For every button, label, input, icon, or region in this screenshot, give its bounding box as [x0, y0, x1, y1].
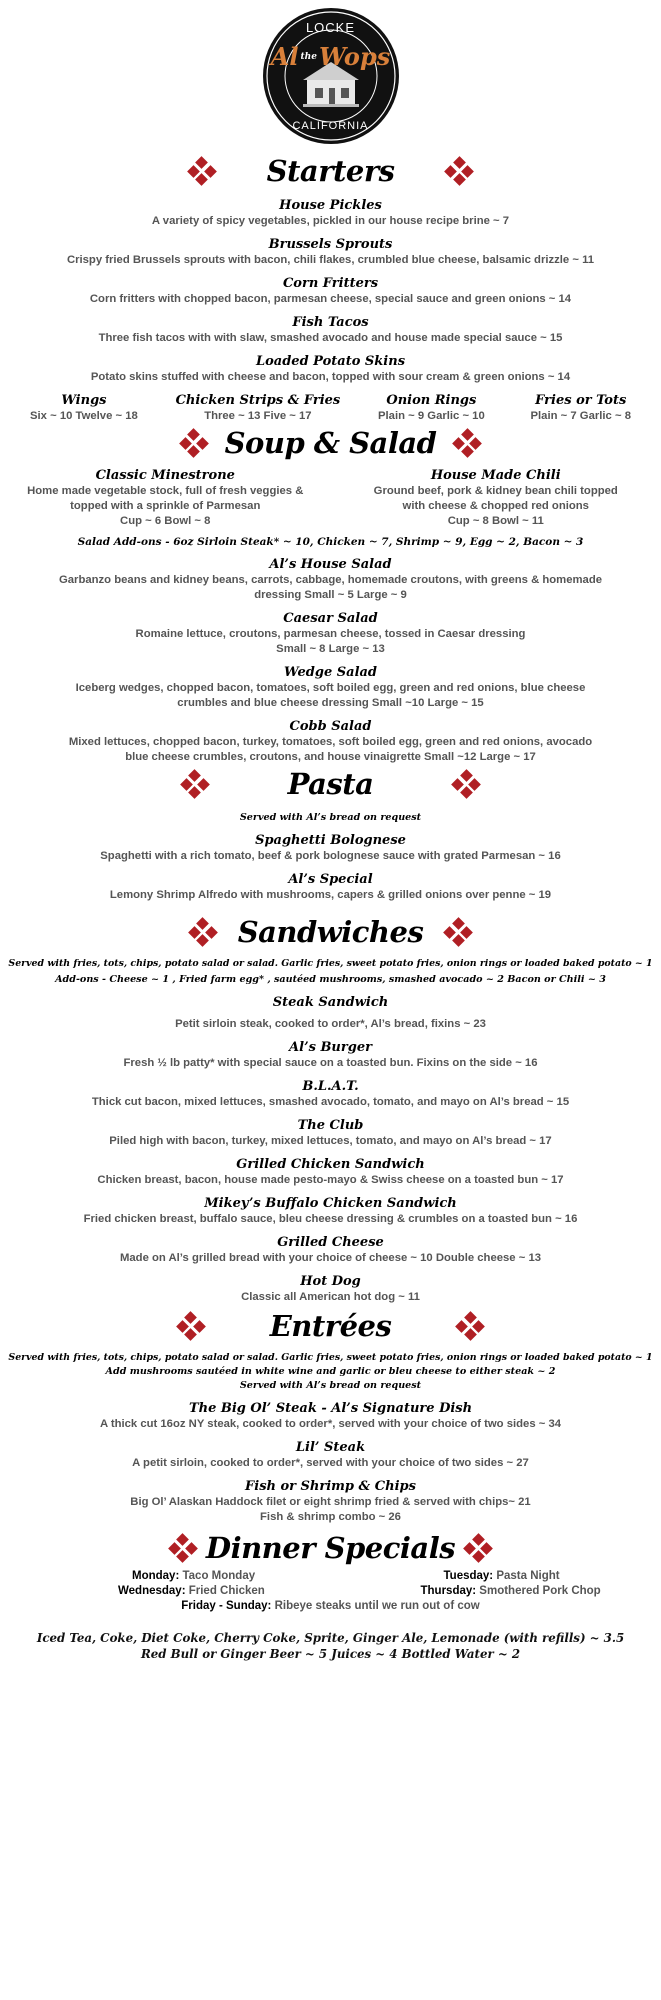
item-name: Brussels Sprouts — [268, 237, 393, 252]
item-desc: Potato skins stuffed with cheese and bacon, topped with sour cream & green onions ~ 14 — [90, 371, 571, 383]
item-desc: Romaine lettuce, croutons, parmesan cheese, tossed in Caesar dressing — [135, 628, 526, 640]
menu-item — [0, 1274, 661, 1305]
item-name: Al’s House Salad — [269, 557, 392, 572]
special-day: Friday - Sunday: — [181, 1600, 272, 1612]
item-desc: Home made vegetable stock, full of fresh veggies & — [27, 485, 304, 497]
item-desc: Plain ~ 7 Garlic ~ 8 — [530, 410, 631, 422]
entrees-list — [0, 1401, 661, 1525]
logo-brand-right: Wops — [318, 42, 391, 71]
item-name: Al’s Special — [288, 872, 373, 887]
item-name: House Pickles — [279, 198, 382, 213]
entrees-sides-note: Served with fries, tots, chips, potato salad or salad. Garlic fries, sweet potato fries, onion rings or loaded baked potato ~ 1 — [8, 1352, 653, 1363]
menu-item — [0, 557, 661, 603]
special-day: Thursday: — [420, 1585, 477, 1597]
item-name: Classic Minestrone — [95, 468, 235, 483]
diamond-ornament-icon — [170, 1535, 196, 1561]
menu-item — [22, 393, 146, 424]
menu-item — [0, 719, 661, 765]
drinks-line: Iced Tea, Coke, Diet Coke, Cherry Coke, Sprite, Ginger Ale, Lemonade (with refills) ~ 3.5 — [36, 1631, 625, 1645]
menu-item — [0, 1118, 661, 1149]
item-name: Steak Sandwich — [272, 995, 389, 1010]
item-name: Spaghetti Bolognese — [255, 833, 406, 848]
special-wednesday — [0, 1584, 359, 1599]
diamond-ornament-icon — [181, 430, 207, 456]
item-name: Grilled Cheese — [277, 1235, 384, 1250]
item-desc: Big Ol’ Alaskan Haddock filet or eight shrimp fried & served with chips~ 21 — [130, 1496, 531, 1508]
menu-item — [0, 1196, 661, 1227]
item-desc: Fresh ½ lb patty* with special sauce on a toasted bun. Fixins on the side ~ 16 — [123, 1057, 538, 1069]
menu-item — [0, 1040, 661, 1071]
pasta-note: Served with Al’s bread on request — [239, 812, 422, 823]
logo-top-text: LOCKE — [305, 20, 356, 35]
special-thursday — [359, 1584, 661, 1599]
item-desc: with cheese & chopped red onions — [402, 500, 589, 512]
item-desc: A thick cut 16oz NY steak, cooked to order*, served with your choice of two sides ~ 34 — [99, 1418, 562, 1430]
special-day: Tuesday: — [443, 1570, 494, 1582]
salad-addons-note: Salad Add-ons - 6oz Sirloin Steak* ~ 10, Chicken ~ 7, Shrimp ~ 9, Egg ~ 2, Bacon ~ 3 — [77, 536, 584, 548]
pasta-heading — [0, 767, 661, 801]
special-value: Taco Monday — [182, 1570, 256, 1582]
item-desc: Made on Al’s grilled bread with your choice of cheese ~ 10 Double cheese ~ 13 — [119, 1252, 542, 1264]
drinks-line: Red Bull or Ginger Beer ~ 5 Juices ~ 4 Bottled Water ~ 2 — [140, 1647, 521, 1661]
item-name: Al’s Burger — [289, 1040, 372, 1055]
item-desc: Ground beef, pork & kidney bean chili topped — [373, 485, 618, 497]
menu-item — [0, 276, 661, 307]
special-weekend — [0, 1599, 661, 1614]
menu-item — [370, 393, 493, 424]
item-price: Cup ~ 6 Bowl ~ 8 — [120, 515, 211, 527]
item-desc: Crispy fried Brussels sprouts with bacon, chili flakes, crumbled blue cheese, balsamic drizzle ~ 11 — [66, 254, 595, 266]
logo-bottom-text: CALIFORNIA — [292, 120, 369, 132]
menu-item — [0, 354, 661, 385]
entrees-mushroom-note: Add mushrooms sautéed in white wine and garlic or bleu cheese to either steak ~ 2 — [105, 1366, 556, 1377]
salads-list — [0, 557, 661, 765]
diamond-ornament-icon — [454, 430, 480, 456]
item-name: Fries or Tots — [535, 393, 627, 408]
item-name: Mikey’s Buffalo Chicken Sandwich — [204, 1196, 457, 1211]
sandwiches-list — [0, 995, 661, 1305]
item-desc: Three ~ 13 Five ~ 17 — [204, 410, 312, 422]
item-desc: Petit sirloin steak, cooked to order*, Al’s bread, fixins ~ 23 — [175, 1018, 486, 1030]
menu-item — [0, 1401, 661, 1432]
sandwiches-title: Sandwiches — [237, 915, 424, 949]
sandwiches-sides-note: Served with fries, tots, chips, potato salad or salad. Garlic fries, sweet potato fries, onion rings or loaded baked potato ~ 1 — [8, 958, 653, 969]
special-value: Ribeye steaks until we run out of cow — [274, 1600, 480, 1612]
menu-item — [0, 1235, 661, 1266]
special-value: Fried Chicken — [188, 1585, 265, 1597]
entrees-bread-note: Served with Al’s bread on request — [239, 1380, 422, 1391]
menu-item — [0, 1079, 661, 1110]
item-desc: A variety of spicy vegetables, pickled in our house recipe brine ~ 7 — [151, 215, 510, 227]
entrees-heading — [0, 1309, 661, 1343]
special-day: Wednesday: — [118, 1585, 186, 1597]
menu-item — [0, 315, 661, 346]
diamond-ornament-icon — [189, 158, 215, 184]
item-name: Chicken Strips & Fries — [175, 393, 341, 408]
item-name: Loaded Potato Skins — [255, 354, 406, 369]
menu-item — [0, 611, 661, 657]
menu-item — [0, 237, 661, 268]
dinner-specials-heading — [0, 1531, 661, 1565]
sandwiches-addons-note: Add-ons - Cheese ~ 1 , Fried farm egg* , sautéed mushrooms, smashed avocado ~ 2 Bacon or Chili ~ 3 — [55, 974, 606, 985]
pasta-list — [0, 833, 661, 903]
pasta-title: Pasta — [287, 767, 374, 801]
restaurant-logo — [263, 8, 399, 144]
special-monday — [0, 1569, 350, 1584]
starters-list — [0, 198, 661, 385]
item-desc: Fried chicken breast, buffalo sauce, bleu cheese dressing & crumbles on a toasted bun ~ 16 — [83, 1213, 578, 1225]
item-name: Corn Fritters — [282, 276, 379, 291]
item-name: Wings — [61, 393, 107, 408]
special-value: Smothered Pork Chop — [479, 1585, 601, 1597]
item-desc: Three fish tacos with with slaw, smashed avocado and house made special sauce ~ 15 — [98, 332, 563, 344]
item-price: Cup ~ 8 Bowl ~ 11 — [447, 515, 544, 527]
item-name: House Made Chili — [430, 468, 561, 483]
soup-salad-heading — [0, 426, 661, 460]
item-desc: Garbanzo beans and kidney beans, carrots, cabbage, homemade croutons, with greens & homemade — [58, 574, 603, 586]
item-desc: Piled high with bacon, turkey, mixed lettuces, tomato, and mayo on Al’s bread ~ 17 — [109, 1135, 552, 1147]
item-desc: Fish & shrimp combo ~ 26 — [260, 1511, 401, 1523]
item-desc: Small ~ 8 Large ~ 13 — [276, 643, 385, 655]
item-name: Hot Dog — [300, 1274, 361, 1289]
dinner-specials-title: Dinner Specials — [205, 1531, 456, 1565]
item-desc: Classic all American hot dog ~ 11 — [241, 1291, 420, 1303]
item-desc: Iceberg wedges, chopped bacon, tomatoes, soft boiled egg, green and red onions, blue cheese — [75, 682, 586, 694]
menu-item — [0, 872, 661, 903]
menu-item — [176, 393, 341, 424]
item-name: Fish Tacos — [292, 315, 369, 330]
logo-brand-left: Al — [270, 42, 299, 71]
specials-row — [0, 1584, 661, 1599]
logo-brand — [263, 44, 399, 70]
diamond-ornament-icon — [446, 158, 472, 184]
dinner-specials-grid — [0, 1569, 661, 1614]
diamond-ornament-icon — [457, 1313, 483, 1339]
item-name: Grilled Chicken Sandwich — [236, 1157, 425, 1172]
item-desc: Lemony Shrimp Alfredo with mushrooms, capers & grilled onions over penne ~ 19 — [109, 889, 552, 901]
logo-brand-the: the — [300, 52, 317, 62]
menu-item — [0, 1440, 661, 1471]
item-name: Caesar Salad — [283, 611, 378, 626]
item-desc: Thick cut bacon, mixed lettuces, smashed avocado, tomato, and mayo on Al’s bread ~ 15 — [91, 1096, 570, 1108]
logo-area — [0, 0, 661, 144]
item-name: Lil’ Steak — [295, 1440, 366, 1455]
diamond-ornament-icon — [190, 919, 216, 945]
item-name: Fish or Shrimp & Chips — [245, 1479, 416, 1494]
specials-row — [0, 1569, 661, 1584]
menu-item — [0, 460, 331, 529]
item-name: B.L.A.T. — [302, 1079, 359, 1094]
menu-item — [0, 833, 661, 864]
starters-title: Starters — [266, 154, 395, 188]
item-name: Wedge Salad — [283, 665, 378, 680]
item-name: The Big Ol’ Steak - Al’s Signature Dish — [188, 1401, 473, 1416]
special-value: Pasta Night — [496, 1570, 560, 1582]
item-desc: dressing Small ~ 5 Large ~ 9 — [254, 589, 407, 601]
menu-item — [0, 1479, 661, 1525]
diamond-ornament-icon — [453, 771, 479, 797]
item-name: The Club — [297, 1118, 364, 1133]
item-desc: blue cheese crumbles, croutons, and house vinaigrette Small ~12 Large ~ 17 — [125, 751, 536, 763]
entrees-title: Entrées — [269, 1309, 392, 1343]
diamond-ornament-icon — [178, 1313, 204, 1339]
item-desc: Corn fritters with chopped bacon, parmesan cheese, special sauce and green onions ~ 14 — [89, 293, 572, 305]
item-desc: Six ~ 10 Twelve ~ 18 — [30, 410, 138, 422]
item-desc: Plain ~ 9 Garlic ~ 10 — [377, 410, 485, 422]
item-desc: A petit sirloin, cooked to order*, served with your choice of two sides ~ 27 — [132, 1457, 529, 1469]
starters-sides-row — [0, 393, 661, 424]
item-name: Cobb Salad — [289, 719, 372, 734]
menu-item — [331, 460, 661, 529]
item-desc: topped with a sprinkle of Parmesan — [70, 500, 261, 512]
menu-item — [0, 1157, 661, 1188]
soups-row — [0, 460, 661, 529]
diamond-ornament-icon — [182, 771, 208, 797]
menu-item — [523, 393, 639, 424]
menu-item — [0, 198, 661, 229]
soup-salad-title: Soup & Salad — [224, 426, 437, 460]
item-desc: Spaghetti with a rich tomato, beef & pork bolognese sauce with grated Parmesan ~ 16 — [100, 850, 561, 862]
sandwiches-heading — [0, 915, 661, 949]
special-day: Monday: — [132, 1570, 180, 1582]
starters-heading — [0, 154, 661, 188]
item-name: Onion Rings — [386, 393, 477, 408]
special-tuesday — [350, 1569, 661, 1584]
item-desc: Chicken breast, bacon, house made pesto-mayo & Swiss cheese on a toasted bun ~ 17 — [97, 1174, 564, 1186]
item-desc: crumbles and blue cheese dressing Small ~10 Large ~ 15 — [177, 697, 484, 709]
diamond-ornament-icon — [445, 919, 471, 945]
menu-item — [0, 995, 661, 1032]
diamond-ornament-icon — [465, 1535, 491, 1561]
item-desc: Mixed lettuces, chopped bacon, turkey, tomatoes, soft boiled egg, green and red onions, avocado — [68, 736, 593, 748]
drinks — [0, 1630, 661, 1662]
menu-item — [0, 665, 661, 711]
